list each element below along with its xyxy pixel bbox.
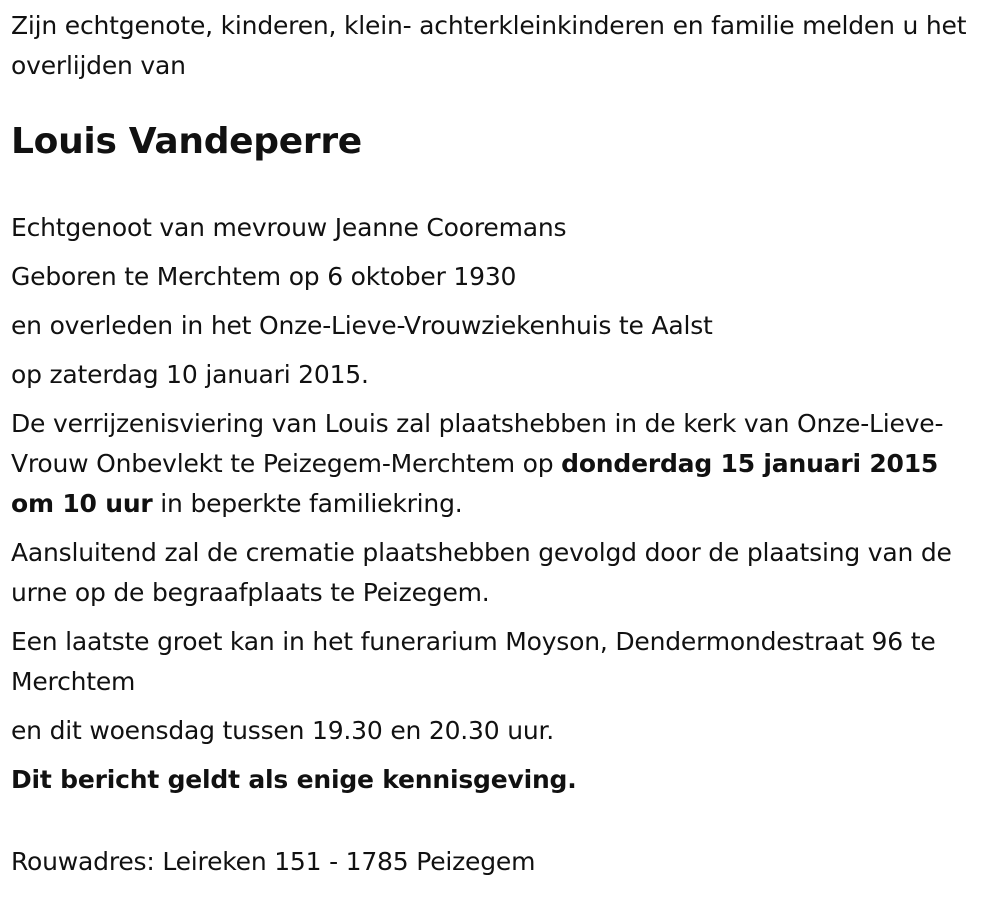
death-date-line: op zaterdag 10 januari 2015. (11, 360, 369, 389)
final-notice-text: Dit bericht geldt als enige kennisgeving. (11, 765, 577, 794)
farewell-time-line: en dit woensdag tussen 19.30 en 20.30 uur. (11, 716, 555, 745)
service-paragraph (11, 404, 982, 524)
spouse-line: Echtgenoot van mevrouw Jeanne Cooremans (11, 213, 567, 242)
farewell-paragraph: Een laatste groet kan in het funerarium Moyson, Dendermondestraat 96 te Merchtem (11, 627, 936, 696)
intro-text: Zijn echtgenote, kinderen, klein- achterkleinkinderen en familie melden u het overlijden van (11, 11, 967, 80)
service-text-before: De verrijzenisviering van Louis zal plaatshebben in de kerk van Onze-Lieve-Vrouw Onbevlekt te Peizegem-Merchtem op (11, 409, 944, 478)
birth-line: Geboren te Merchtem op 6 oktober 1930 (11, 262, 517, 291)
death-place-line: en overleden in het Onze-Lieve-Vrouwziekenhuis te Aalst (11, 311, 713, 340)
service-text-after: in beperkte familiekring. (152, 489, 463, 518)
mourning-address: Rouwadres: Leireken 151 - 1785 Peizegem (11, 847, 536, 876)
service-date-time: donderdag 15 januari 2015 om 10 uur (11, 449, 939, 518)
final-notice (11, 760, 982, 800)
cremation-paragraph: Aansluitend zal de crematie plaatshebben gevolgd door de plaatsing van de urne op de begraafplaats te Peizegem. (11, 538, 952, 607)
deceased-name: Louis Vandeperre (11, 121, 362, 162)
